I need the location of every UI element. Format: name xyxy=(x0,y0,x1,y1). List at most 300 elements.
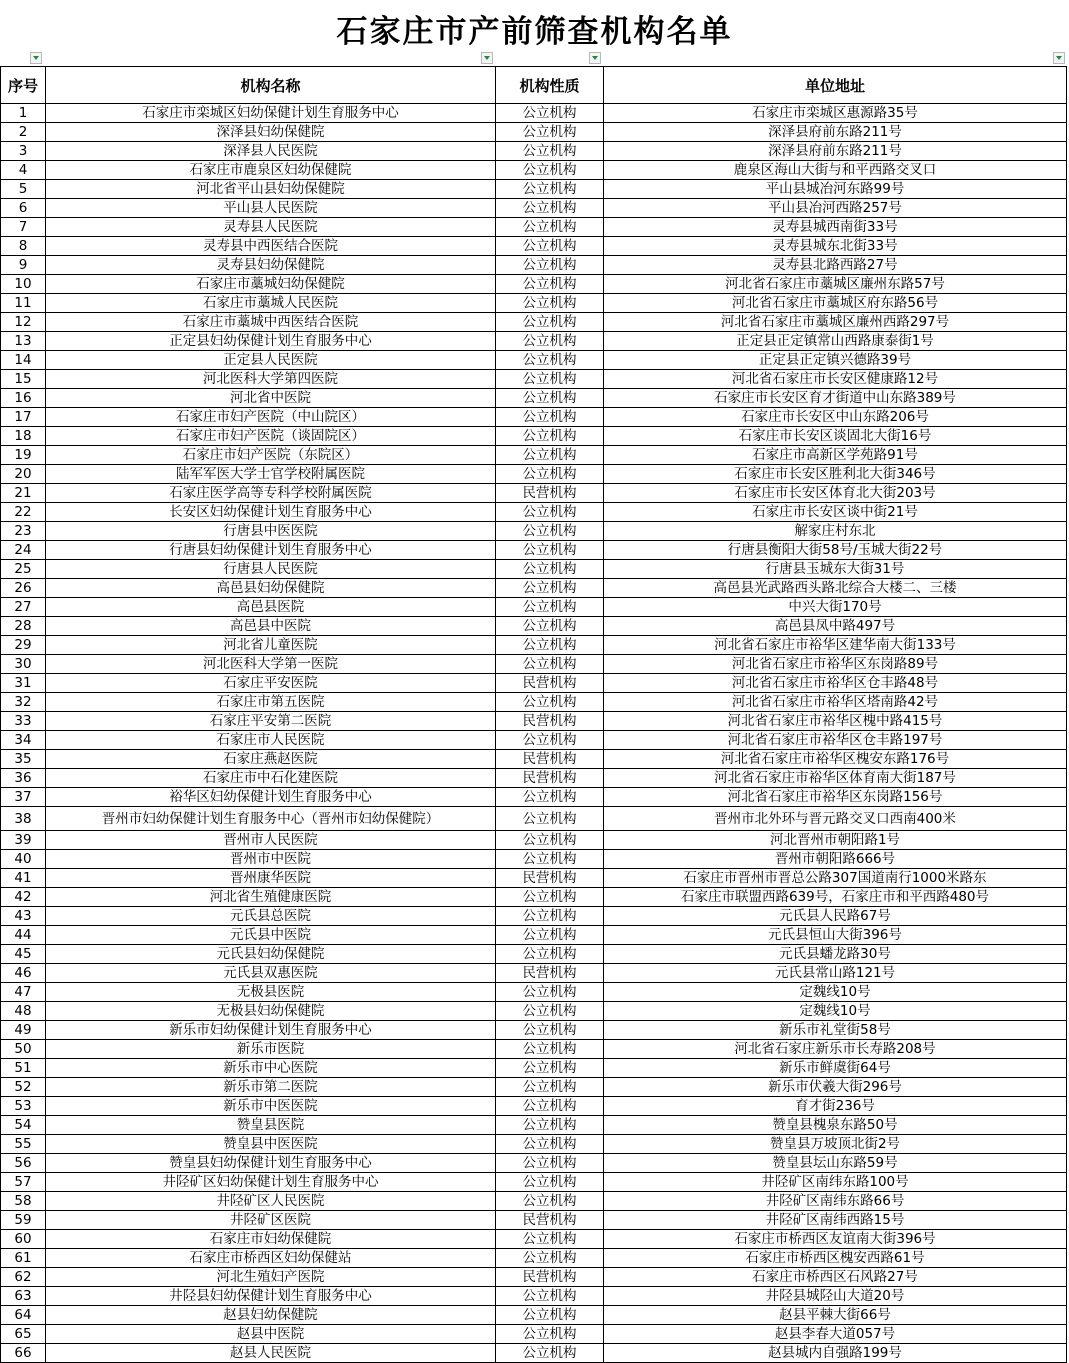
cell-name[interactable]: 石家庄医学高等专科学校附属医院 xyxy=(46,484,496,503)
cell-index[interactable]: 62 xyxy=(1,1268,46,1287)
cell-address[interactable]: 解家庄村东北 xyxy=(604,522,1067,541)
cell-type[interactable]: 公立机构 xyxy=(496,503,604,522)
cell-index[interactable]: 57 xyxy=(1,1173,46,1192)
cell-type[interactable]: 公立机构 xyxy=(496,1135,604,1154)
cell-address[interactable]: 平山县城冶河东路99号 xyxy=(604,180,1067,199)
cell-index[interactable]: 64 xyxy=(1,1306,46,1325)
cell-name[interactable]: 河北省生殖健康医院 xyxy=(46,888,496,907)
cell-name[interactable]: 行唐县妇幼保健计划生育服务中心 xyxy=(46,541,496,560)
cell-type[interactable]: 公立机构 xyxy=(496,579,604,598)
cell-type[interactable]: 民营机构 xyxy=(496,769,604,788)
cell-name[interactable]: 石家庄市藁城人民医院 xyxy=(46,294,496,313)
table-row xyxy=(1,1116,1067,1135)
cell-address[interactable]: 石家庄市长安区中山东路206号 xyxy=(604,408,1067,427)
cell-index[interactable]: 10 xyxy=(1,275,46,294)
cell-name[interactable]: 石家庄市中石化建医院 xyxy=(46,769,496,788)
cell-address[interactable]: 石家庄市高新区学苑路91号 xyxy=(604,446,1067,465)
table-row xyxy=(1,465,1067,484)
table-row xyxy=(1,1078,1067,1097)
cell-index[interactable]: 35 xyxy=(1,750,46,769)
cell-type[interactable]: 民营机构 xyxy=(496,1268,604,1287)
cell-name[interactable]: 无极县医院 xyxy=(46,983,496,1002)
cell-name[interactable]: 新乐市第二医院 xyxy=(46,1078,496,1097)
cell-address[interactable]: 元氏县恒山大街396号 xyxy=(604,926,1067,945)
cell-name[interactable]: 石家庄市妇幼保健院 xyxy=(46,1230,496,1249)
cell-name[interactable]: 晋州市妇幼保健计划生育服务中心（晋州市妇幼保健院） xyxy=(46,807,496,831)
cell-index[interactable]: 54 xyxy=(1,1116,46,1135)
cell-type[interactable]: 公立机构 xyxy=(496,926,604,945)
cell-name[interactable]: 河北生殖妇产医院 xyxy=(46,1268,496,1287)
cell-name[interactable]: 赞皇县妇幼保健计划生育服务中心 xyxy=(46,1154,496,1173)
cell-type[interactable]: 公立机构 xyxy=(496,1173,604,1192)
cell-type[interactable]: 公立机构 xyxy=(496,541,604,560)
cell-index[interactable]: 49 xyxy=(1,1021,46,1040)
cell-name[interactable]: 赞皇县中医医院 xyxy=(46,1135,496,1154)
cell-address[interactable]: 赞皇县坛山东路59号 xyxy=(604,1154,1067,1173)
cell-name[interactable]: 石家庄市人民医院 xyxy=(46,731,496,750)
table-row xyxy=(1,869,1067,888)
cell-index[interactable]: 21 xyxy=(1,484,46,503)
cell-name[interactable]: 新乐市中心医院 xyxy=(46,1059,496,1078)
cell-name[interactable]: 深泽县妇幼保健院 xyxy=(46,123,496,142)
cell-index[interactable]: 41 xyxy=(1,869,46,888)
cell-type[interactable]: 公立机构 xyxy=(496,1287,604,1306)
cell-address[interactable]: 石家庄市桥西区石风路27号 xyxy=(604,1268,1067,1287)
table-row xyxy=(1,389,1067,408)
cell-index[interactable]: 11 xyxy=(1,294,46,313)
cell-name[interactable]: 元氏县妇幼保健院 xyxy=(46,945,496,964)
cell-address[interactable]: 井陉矿区南纬东路100号 xyxy=(604,1173,1067,1192)
cell-address[interactable]: 元氏县常山路121号 xyxy=(604,964,1067,983)
table-row xyxy=(1,294,1067,313)
cell-type[interactable]: 公立机构 xyxy=(496,408,604,427)
cell-type[interactable]: 公立机构 xyxy=(496,427,604,446)
cell-type[interactable]: 公立机构 xyxy=(496,1306,604,1325)
cell-name[interactable]: 石家庄市栾城区妇幼保健计划生育服务中心 xyxy=(46,104,496,123)
cell-name[interactable]: 正定县妇幼保健计划生育服务中心 xyxy=(46,332,496,351)
cell-address[interactable]: 灵寿县城东北街33号 xyxy=(604,237,1067,256)
table-row xyxy=(1,1173,1067,1192)
cell-name[interactable]: 高邑县医院 xyxy=(46,598,496,617)
cell-index[interactable]: 4 xyxy=(1,161,46,180)
cell-address[interactable]: 鹿泉区海山大街与和平西路交叉口 xyxy=(604,161,1067,180)
cell-name[interactable]: 晋州市人民医院 xyxy=(46,831,496,850)
cell-index[interactable]: 5 xyxy=(1,180,46,199)
cell-index[interactable]: 26 xyxy=(1,579,46,598)
cell-index[interactable]: 6 xyxy=(1,199,46,218)
cell-address[interactable]: 灵寿县城西南街33号 xyxy=(604,218,1067,237)
cell-index[interactable]: 28 xyxy=(1,617,46,636)
cell-address[interactable]: 定魏线10号 xyxy=(604,983,1067,1002)
cell-type[interactable]: 公立机构 xyxy=(496,1097,604,1116)
cell-name[interactable]: 河北医科大学第四医院 xyxy=(46,370,496,389)
cell-index[interactable]: 27 xyxy=(1,598,46,617)
cell-name[interactable]: 新乐市妇幼保健计划生育服务中心 xyxy=(46,1021,496,1040)
cell-name[interactable]: 赵县妇幼保健院 xyxy=(46,1306,496,1325)
cell-type[interactable]: 公立机构 xyxy=(496,332,604,351)
cell-index[interactable]: 45 xyxy=(1,945,46,964)
cell-index[interactable]: 22 xyxy=(1,503,46,522)
cell-type[interactable]: 公立机构 xyxy=(496,1154,604,1173)
cell-index[interactable]: 34 xyxy=(1,731,46,750)
cell-address[interactable]: 育才街236号 xyxy=(604,1097,1067,1116)
cell-address[interactable]: 行唐县衡阳大街58号/玉城大街22号 xyxy=(604,541,1067,560)
cell-address[interactable]: 石家庄市桥西区槐安西路61号 xyxy=(604,1249,1067,1268)
cell-type[interactable]: 公立机构 xyxy=(496,945,604,964)
cell-type[interactable]: 公立机构 xyxy=(496,636,604,655)
cell-index[interactable]: 65 xyxy=(1,1325,46,1344)
cell-type[interactable]: 公立机构 xyxy=(496,104,604,123)
cell-name[interactable]: 行唐县人民医院 xyxy=(46,560,496,579)
filter-dropdown-icon[interactable] xyxy=(481,52,493,64)
cell-name[interactable]: 石家庄市妇产医院（东院区） xyxy=(46,446,496,465)
cell-type[interactable]: 公立机构 xyxy=(496,199,604,218)
cell-index[interactable]: 18 xyxy=(1,427,46,446)
institution-table xyxy=(0,66,1067,1363)
cell-address[interactable]: 新乐市鲜虞街64号 xyxy=(604,1059,1067,1078)
cell-name[interactable]: 元氏县中医院 xyxy=(46,926,496,945)
cell-name[interactable]: 长安区妇幼保健计划生育服务中心 xyxy=(46,503,496,522)
header-name[interactable]: 机构名称 xyxy=(46,67,496,104)
cell-index[interactable]: 33 xyxy=(1,712,46,731)
cell-address[interactable]: 井陉矿区南纬西路15号 xyxy=(604,1211,1067,1230)
cell-address[interactable]: 晋州市北外环与晋元路交叉口西南400米 xyxy=(604,807,1067,831)
cell-address[interactable]: 新乐市礼堂街58号 xyxy=(604,1021,1067,1040)
cell-index[interactable]: 66 xyxy=(1,1344,46,1363)
cell-address[interactable]: 石家庄市长安区胜利北大街346号 xyxy=(604,465,1067,484)
cell-index[interactable]: 24 xyxy=(1,541,46,560)
cell-name[interactable]: 河北省中医院 xyxy=(46,389,496,408)
cell-name[interactable]: 石家庄市藁城中西医结合医院 xyxy=(46,313,496,332)
cell-type[interactable]: 公立机构 xyxy=(496,598,604,617)
cell-type[interactable]: 公立机构 xyxy=(496,1249,604,1268)
cell-index[interactable]: 37 xyxy=(1,788,46,807)
cell-name[interactable]: 晋州市中医院 xyxy=(46,850,496,869)
cell-name[interactable]: 石家庄市鹿泉区妇幼保健院 xyxy=(46,161,496,180)
cell-index[interactable]: 47 xyxy=(1,983,46,1002)
cell-index[interactable]: 31 xyxy=(1,674,46,693)
cell-index[interactable]: 36 xyxy=(1,769,46,788)
cell-name[interactable]: 赵县中医院 xyxy=(46,1325,496,1344)
cell-name[interactable]: 晋州康华医院 xyxy=(46,869,496,888)
cell-address[interactable]: 正定县正定镇兴德路39号 xyxy=(604,351,1067,370)
cell-address[interactable]: 中兴大街170号 xyxy=(604,598,1067,617)
cell-address[interactable]: 元氏县蟠龙路30号 xyxy=(604,945,1067,964)
cell-index[interactable]: 25 xyxy=(1,560,46,579)
cell-type[interactable]: 公立机构 xyxy=(496,389,604,408)
cell-address[interactable]: 平山县冶河西路257号 xyxy=(604,199,1067,218)
table-row xyxy=(1,617,1067,636)
cell-type[interactable]: 公立机构 xyxy=(496,142,604,161)
cell-index[interactable]: 16 xyxy=(1,389,46,408)
cell-index[interactable]: 32 xyxy=(1,693,46,712)
cell-name[interactable]: 井陉县妇幼保健计划生育服务中心 xyxy=(46,1287,496,1306)
cell-address[interactable]: 河北省石家庄市长安区健康路12号 xyxy=(604,370,1067,389)
cell-address[interactable]: 井陉县城陉山大道20号 xyxy=(604,1287,1067,1306)
cell-address[interactable]: 晋州市朝阳路666号 xyxy=(604,850,1067,869)
table-row xyxy=(1,579,1067,598)
cell-name[interactable]: 赵县人民医院 xyxy=(46,1344,496,1363)
cell-address[interactable]: 石家庄市长安区谈固北大街16号 xyxy=(604,427,1067,446)
cell-address[interactable]: 河北晋州市朝阳路1号 xyxy=(604,831,1067,850)
cell-index[interactable]: 60 xyxy=(1,1230,46,1249)
cell-index[interactable]: 15 xyxy=(1,370,46,389)
table-row xyxy=(1,769,1067,788)
cell-index[interactable]: 8 xyxy=(1,237,46,256)
cell-index[interactable]: 52 xyxy=(1,1078,46,1097)
cell-index[interactable]: 63 xyxy=(1,1287,46,1306)
cell-index[interactable]: 14 xyxy=(1,351,46,370)
cell-type[interactable]: 民营机构 xyxy=(496,750,604,769)
cell-address[interactable]: 河北省石家庄市裕华区东岗路89号 xyxy=(604,655,1067,674)
cell-address[interactable]: 石家庄市晋州市晋总公路307国道南行1000米路东 xyxy=(604,869,1067,888)
cell-name[interactable]: 河北医科大学第一医院 xyxy=(46,655,496,674)
cell-index[interactable]: 44 xyxy=(1,926,46,945)
table-row xyxy=(1,1287,1067,1306)
cell-address[interactable]: 元氏县人民路67号 xyxy=(604,907,1067,926)
cell-type[interactable]: 民营机构 xyxy=(496,712,604,731)
cell-index[interactable]: 29 xyxy=(1,636,46,655)
cell-index[interactable]: 2 xyxy=(1,123,46,142)
cell-type[interactable]: 民营机构 xyxy=(496,964,604,983)
cell-name[interactable]: 石家庄燕赵医院 xyxy=(46,750,496,769)
cell-name[interactable]: 元氏县双惠医院 xyxy=(46,964,496,983)
cell-type[interactable]: 公立机构 xyxy=(496,831,604,850)
cell-address[interactable]: 正定县正定镇常山西路康泰街1号 xyxy=(604,332,1067,351)
cell-name[interactable]: 灵寿县妇幼保健院 xyxy=(46,256,496,275)
cell-type[interactable]: 公立机构 xyxy=(496,1078,604,1097)
cell-address[interactable]: 定魏线10号 xyxy=(604,1002,1067,1021)
cell-name[interactable]: 裕华区妇幼保健计划生育服务中心 xyxy=(46,788,496,807)
cell-address[interactable]: 灵寿县北路西路27号 xyxy=(604,256,1067,275)
cell-index[interactable]: 43 xyxy=(1,907,46,926)
cell-name[interactable]: 井陉矿区人民医院 xyxy=(46,1192,496,1211)
cell-name[interactable]: 高邑县中医院 xyxy=(46,617,496,636)
cell-address[interactable]: 河北省石家庄市裕华区槐安东路176号 xyxy=(604,750,1067,769)
cell-name[interactable]: 石家庄市妇产医院（谈固院区） xyxy=(46,427,496,446)
cell-index[interactable]: 9 xyxy=(1,256,46,275)
cell-type[interactable]: 公立机构 xyxy=(496,237,604,256)
cell-address[interactable]: 行唐县玉城东大街31号 xyxy=(604,560,1067,579)
cell-address[interactable]: 河北省石家庄新乐市长寿路208号 xyxy=(604,1040,1067,1059)
cell-name[interactable]: 井陉矿区医院 xyxy=(46,1211,496,1230)
cell-index[interactable]: 59 xyxy=(1,1211,46,1230)
cell-type[interactable]: 公立机构 xyxy=(496,256,604,275)
cell-type[interactable]: 公立机构 xyxy=(496,983,604,1002)
cell-type[interactable]: 公立机构 xyxy=(496,731,604,750)
cell-name[interactable]: 平山县人民医院 xyxy=(46,199,496,218)
cell-type[interactable]: 公立机构 xyxy=(496,1192,604,1211)
cell-name[interactable]: 石家庄市桥西区妇幼保健站 xyxy=(46,1249,496,1268)
cell-name[interactable]: 陆军军医大学士官学校附属医院 xyxy=(46,465,496,484)
cell-type[interactable]: 公立机构 xyxy=(496,1344,604,1363)
table-row xyxy=(1,484,1067,503)
header-address[interactable]: 单位地址 xyxy=(604,67,1067,104)
cell-type[interactable]: 公立机构 xyxy=(496,850,604,869)
cell-name[interactable]: 深泽县人民医院 xyxy=(46,142,496,161)
cell-type[interactable]: 公立机构 xyxy=(496,888,604,907)
cell-type[interactable]: 公立机构 xyxy=(496,807,604,831)
cell-type[interactable]: 公立机构 xyxy=(496,1021,604,1040)
table-row xyxy=(1,218,1067,237)
cell-name[interactable]: 高邑县妇幼保健院 xyxy=(46,579,496,598)
cell-type[interactable]: 公立机构 xyxy=(496,313,604,332)
cell-type[interactable]: 公立机构 xyxy=(496,617,604,636)
cell-type[interactable]: 民营机构 xyxy=(496,674,604,693)
table-row xyxy=(1,1249,1067,1268)
cell-address[interactable]: 石家庄市联盟西路639号，石家庄市和平西路480号 xyxy=(604,888,1067,907)
cell-name[interactable]: 井陉矿区妇幼保健计划生育服务中心 xyxy=(46,1173,496,1192)
cell-type[interactable]: 公立机构 xyxy=(496,180,604,199)
cell-address[interactable]: 赞皇县万坡顶北街2号 xyxy=(604,1135,1067,1154)
cell-address[interactable]: 河北省石家庄市藁城区廉州东路57号 xyxy=(604,275,1067,294)
cell-index[interactable]: 17 xyxy=(1,408,46,427)
cell-name[interactable]: 正定县人民医院 xyxy=(46,351,496,370)
cell-address[interactable]: 石家庄市栾城区惠源路35号 xyxy=(604,104,1067,123)
table-row xyxy=(1,1021,1067,1040)
cell-index[interactable]: 53 xyxy=(1,1097,46,1116)
cell-type[interactable]: 公立机构 xyxy=(496,1040,604,1059)
cell-address[interactable]: 赵县城内自强路199号 xyxy=(604,1344,1067,1363)
cell-index[interactable]: 23 xyxy=(1,522,46,541)
table-row xyxy=(1,693,1067,712)
cell-address[interactable]: 赵县李春大道057号 xyxy=(604,1325,1067,1344)
cell-address[interactable]: 河北省石家庄市裕华区仓丰路197号 xyxy=(604,731,1067,750)
cell-type[interactable]: 公立机构 xyxy=(496,446,604,465)
cell-name[interactable]: 新乐市医院 xyxy=(46,1040,496,1059)
cell-address[interactable]: 石家庄市桥西区友谊南大街396号 xyxy=(604,1230,1067,1249)
cell-index[interactable]: 12 xyxy=(1,313,46,332)
cell-type[interactable]: 公立机构 xyxy=(496,655,604,674)
cell-type[interactable]: 公立机构 xyxy=(496,1325,604,1344)
cell-type[interactable]: 公立机构 xyxy=(496,1230,604,1249)
cell-type[interactable]: 公立机构 xyxy=(496,465,604,484)
cell-address[interactable]: 石家庄市长安区体育北大街203号 xyxy=(604,484,1067,503)
cell-index[interactable]: 3 xyxy=(1,142,46,161)
cell-type[interactable]: 公立机构 xyxy=(496,161,604,180)
cell-address[interactable]: 河北省石家庄市裕华区槐中路415号 xyxy=(604,712,1067,731)
cell-name[interactable]: 石家庄市第五医院 xyxy=(46,693,496,712)
table-row xyxy=(1,408,1067,427)
cell-name[interactable]: 灵寿县人民医院 xyxy=(46,218,496,237)
cell-name[interactable]: 石家庄市妇产医院（中山院区） xyxy=(46,408,496,427)
cell-index[interactable]: 40 xyxy=(1,850,46,869)
cell-index[interactable]: 7 xyxy=(1,218,46,237)
cell-type[interactable]: 公立机构 xyxy=(496,522,604,541)
cell-name[interactable]: 灵寿县中西医结合医院 xyxy=(46,237,496,256)
cell-name[interactable]: 行唐县中医医院 xyxy=(46,522,496,541)
cell-index[interactable]: 39 xyxy=(1,831,46,850)
cell-index[interactable]: 58 xyxy=(1,1192,46,1211)
cell-type[interactable]: 公立机构 xyxy=(496,351,604,370)
cell-index[interactable]: 38 xyxy=(1,807,46,831)
table-row xyxy=(1,522,1067,541)
cell-type[interactable]: 民营机构 xyxy=(496,1211,604,1230)
cell-name[interactable]: 无极县妇幼保健院 xyxy=(46,1002,496,1021)
cell-type[interactable]: 公立机构 xyxy=(496,123,604,142)
table-row xyxy=(1,598,1067,617)
cell-index[interactable]: 30 xyxy=(1,655,46,674)
table-row xyxy=(1,831,1067,850)
cell-type[interactable]: 公立机构 xyxy=(496,1059,604,1078)
filter-dropdown-icon[interactable] xyxy=(1053,52,1065,64)
header-index[interactable]: 序号 xyxy=(1,67,46,104)
cell-type[interactable]: 民营机构 xyxy=(496,484,604,503)
table-row xyxy=(1,983,1067,1002)
filter-dropdown-icon[interactable] xyxy=(589,52,601,64)
cell-type[interactable]: 公立机构 xyxy=(496,294,604,313)
cell-name[interactable]: 赞皇县医院 xyxy=(46,1116,496,1135)
cell-address[interactable]: 赞皇县槐泉东路50号 xyxy=(604,1116,1067,1135)
cell-address[interactable]: 赵县平棘大街66号 xyxy=(604,1306,1067,1325)
cell-type[interactable]: 公立机构 xyxy=(496,788,604,807)
table-row xyxy=(1,332,1067,351)
cell-type[interactable]: 公立机构 xyxy=(496,1002,604,1021)
cell-address[interactable]: 河北省石家庄市裕华区体育南大街187号 xyxy=(604,769,1067,788)
table-row xyxy=(1,1306,1067,1325)
cell-address[interactable]: 高邑县光武路西头路北综合大楼二、三楼 xyxy=(604,579,1067,598)
cell-index[interactable]: 61 xyxy=(1,1249,46,1268)
cell-index[interactable]: 55 xyxy=(1,1135,46,1154)
cell-address[interactable]: 新乐市伏羲大街296号 xyxy=(604,1078,1067,1097)
cell-address[interactable]: 河北省石家庄市裕华区塔南路42号 xyxy=(604,693,1067,712)
cell-type[interactable]: 公立机构 xyxy=(496,560,604,579)
cell-index[interactable]: 48 xyxy=(1,1002,46,1021)
cell-address[interactable]: 石家庄市长安区谈中街21号 xyxy=(604,503,1067,522)
cell-index[interactable]: 51 xyxy=(1,1059,46,1078)
cell-address[interactable]: 井陉矿区南纬东路66号 xyxy=(604,1192,1067,1211)
cell-address[interactable]: 河北省石家庄市裕华区东岗路156号 xyxy=(604,788,1067,807)
filter-dropdown-icon[interactable] xyxy=(30,52,42,64)
cell-name[interactable]: 元氏县总医院 xyxy=(46,907,496,926)
cell-type[interactable]: 公立机构 xyxy=(496,370,604,389)
table-row xyxy=(1,888,1067,907)
cell-type[interactable]: 公立机构 xyxy=(496,693,604,712)
cell-index[interactable]: 19 xyxy=(1,446,46,465)
cell-index[interactable]: 13 xyxy=(1,332,46,351)
cell-type[interactable]: 公立机构 xyxy=(496,218,604,237)
cell-type[interactable]: 公立机构 xyxy=(496,907,604,926)
cell-address[interactable]: 深泽县府前东路211号 xyxy=(604,123,1067,142)
cell-address[interactable]: 石家庄市长安区育才街道中山东路389号 xyxy=(604,389,1067,408)
table-row xyxy=(1,351,1067,370)
cell-index[interactable]: 46 xyxy=(1,964,46,983)
cell-name[interactable]: 石家庄市藁城妇幼保健院 xyxy=(46,275,496,294)
cell-type[interactable]: 公立机构 xyxy=(496,1116,604,1135)
cell-type[interactable]: 公立机构 xyxy=(496,275,604,294)
table-row xyxy=(1,1344,1067,1363)
cell-type[interactable]: 民营机构 xyxy=(496,869,604,888)
cell-address[interactable]: 高邑县凤中路497号 xyxy=(604,617,1067,636)
cell-name[interactable]: 石家庄平安医院 xyxy=(46,674,496,693)
cell-address[interactable]: 河北省石家庄市藁城区廉州西路297号 xyxy=(604,313,1067,332)
cell-index[interactable]: 20 xyxy=(1,465,46,484)
cell-index[interactable]: 1 xyxy=(1,104,46,123)
cell-address[interactable]: 河北省石家庄市裕华区建华南大街133号 xyxy=(604,636,1067,655)
cell-address[interactable]: 河北省石家庄市裕华区仓丰路48号 xyxy=(604,674,1067,693)
cell-address[interactable]: 深泽县府前东路211号 xyxy=(604,142,1067,161)
cell-name[interactable]: 河北省儿童医院 xyxy=(46,636,496,655)
header-row xyxy=(1,67,1067,104)
cell-address[interactable]: 河北省石家庄市藁城区府东路56号 xyxy=(604,294,1067,313)
cell-index[interactable]: 50 xyxy=(1,1040,46,1059)
cell-name[interactable]: 新乐市中医医院 xyxy=(46,1097,496,1116)
cell-name[interactable]: 河北省平山县妇幼保健院 xyxy=(46,180,496,199)
cell-name[interactable]: 石家庄平安第二医院 xyxy=(46,712,496,731)
header-type[interactable]: 机构性质 xyxy=(496,67,604,104)
cell-index[interactable]: 42 xyxy=(1,888,46,907)
cell-index[interactable]: 56 xyxy=(1,1154,46,1173)
